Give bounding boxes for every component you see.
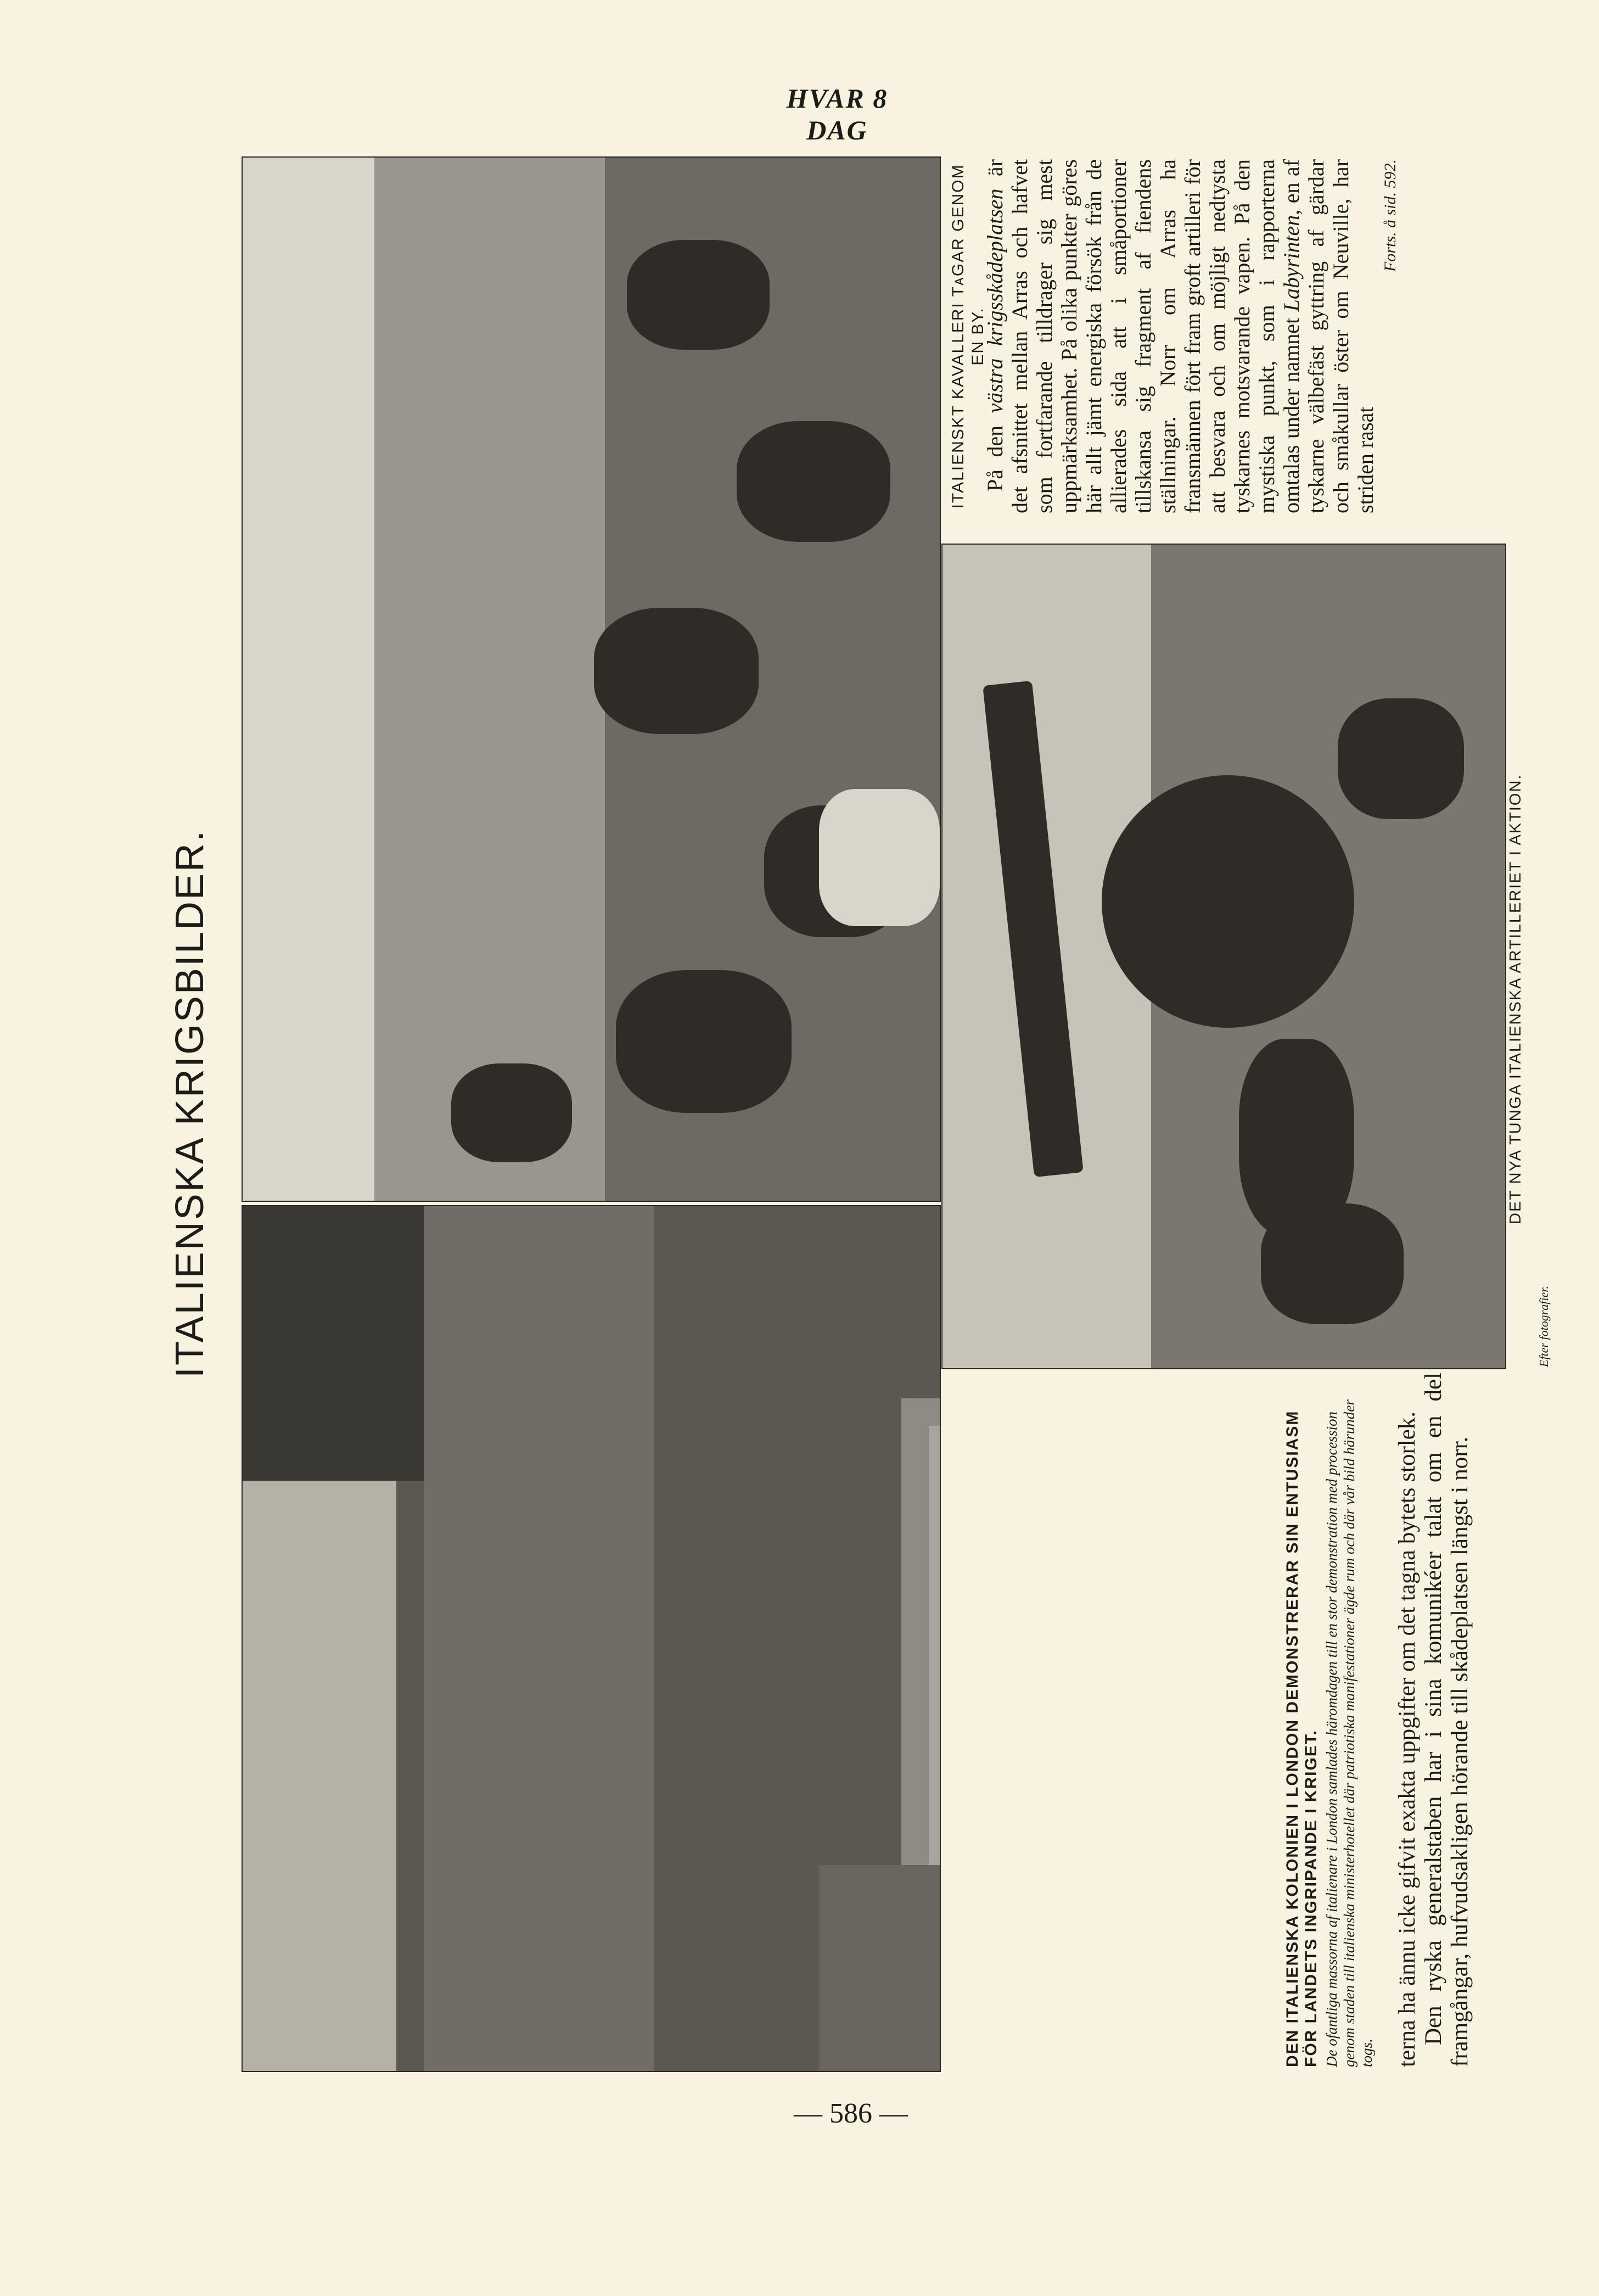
artillery-photo — [941, 544, 1506, 1369]
article-paragraph: Den ryska generalstaben har i sina komunikéer talat om en del framgångar, hufvudsakligen hörande till skådeplatsen längst i norr. — [1421, 1373, 1473, 2067]
running-header: HVAR 8 DAG — [786, 83, 888, 145]
page-title: ITALIENSKA KRIGSBILDER. — [168, 829, 212, 1378]
artillery-caption: DET NYA TUNGA ITALIENSKA ARTILLERIET I AKTION. — [1507, 774, 1524, 1224]
cavalry-photo — [242, 156, 941, 1202]
cavalry-caption: ITALIENSKT KAVALLERI TᴀGAR GENOM EN BY. — [949, 164, 987, 509]
article-column-2 — [983, 159, 1402, 513]
article-text: är det afsnittet mellan Arras och hafvet som fortfarande tilldrager sig mest uppmärksamhet. På olika punkter göres här allt jämt energiska försök från de allierades sida att i småportioner tillskansa sig fragment af fiendens ställningar. Norr om Arras ha fransmännen fört fram groft artilleri för att besvara och om möjligt nedtysta tyskarnes motsvarande vapen. På den mystiska punkt, som i rapporterna omtalas under namnet — [983, 159, 1304, 513]
article-paragraph — [983, 159, 1378, 513]
london-caption-body: De ofantliga massorna af italienare i London samlades häromdagen till en stor demonstration med procession genom staden till italienska ministerhotellet där patriotiska manifestationer ägde rum och där vår bild härunder togs. — [1323, 1399, 1375, 2067]
continuation-note: Forts. å sid. 592. — [1381, 159, 1399, 272]
article-column-1 — [1394, 1373, 1473, 2067]
article-text: , en af tyskarne välbefäst gyttring af gärdar och småkullar öster om Neuville, har striden rasat — [1279, 159, 1378, 513]
london-crowd-photo — [242, 1205, 941, 2072]
page-number: — 586 — — [794, 2098, 908, 2129]
article-emphasis: Labyrinten — [1279, 215, 1304, 312]
article-paragraph: terna ha ännu icke gifvit exakta uppgifter om det tagna bytets storlek. — [1394, 1411, 1420, 2067]
article-emphasis: västra krigsskådeplatsen — [983, 188, 1007, 413]
photo-credit: Efter fotografier. — [1537, 1286, 1551, 1367]
london-caption-heading: DEN ITALIENSKA KOLONIEN I LONDON DEMONSTRERAR SIN ENTUSIASM FÖR LANDETS INGRIPANDE I KRIGET. — [1283, 1410, 1320, 2067]
article-text: På den — [983, 413, 1007, 491]
